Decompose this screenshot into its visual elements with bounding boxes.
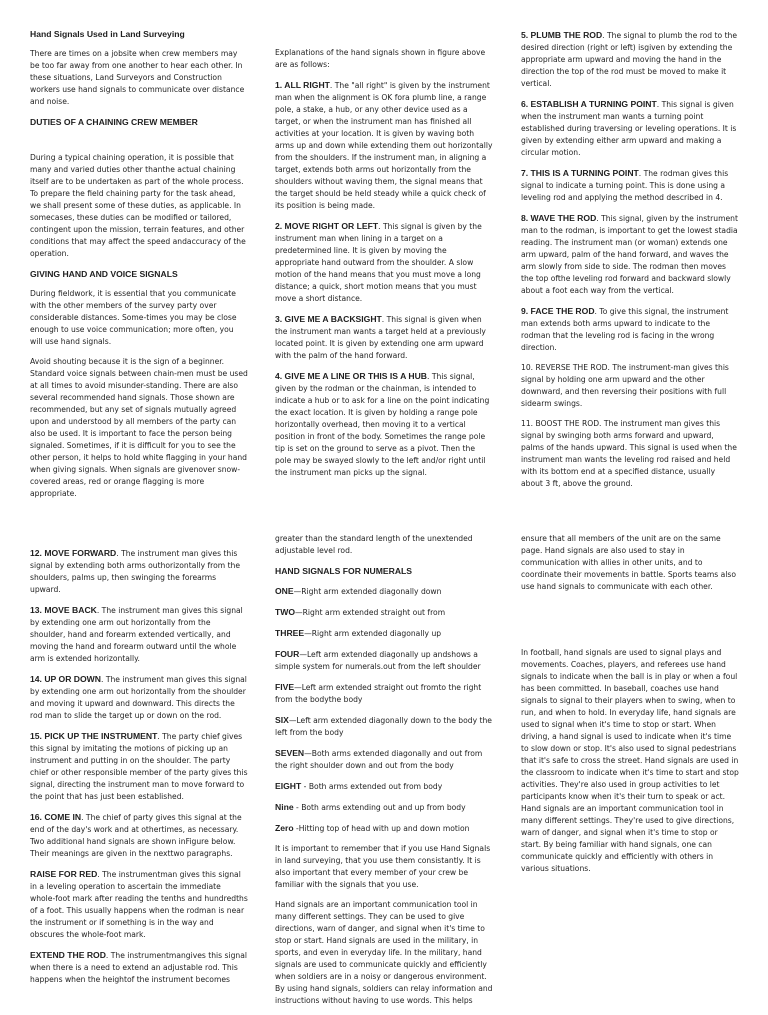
signal-item <box>521 305 739 354</box>
numeral-description: —Right arm extended diagonally up <box>304 629 442 638</box>
signal-description: . This signal is given when the instrument man wants a target held at a previously located point. It is given by extending one arm upward with the palm of the hand forward. <box>275 315 486 360</box>
numeral-item <box>275 801 493 814</box>
numerals-heading: HAND SIGNALS FOR NUMERALS <box>275 566 413 576</box>
giving-signals-heading: GIVING HAND AND VOICE SIGNALS <box>30 269 178 279</box>
signal-item <box>30 949 248 986</box>
explanations-intro: Explanations of the hand signals shown in figure above are as follows: <box>275 48 486 69</box>
duties-paragraph: During a typical chaining operation, it is possible that many and varied duties other thanthe actual chaining itself are to be undertaken as part of the whole process. To prepare the field chaining party for the task ahead, we shall present some of these duties, as applicable. In somecases, these duties can be modified or tailored, contingent upon the mission, terrain features, and other conditions that may affect the speed andaccuracy of the operation. <box>30 153 246 258</box>
signal-heading: 9. FACE THE ROD <box>521 306 595 316</box>
signal-description: . This signal is given when the instrument man wants a turning point established during traversing or leveling operations. It is given by extending either arm upward and making a circular motion. <box>521 100 737 157</box>
continued-text: greater than the standard length of the unextended adjustable level rod. <box>275 534 473 555</box>
numeral-heading: Nine <box>275 802 294 812</box>
signal-description: 11. BOOST THE ROD. The instrument man gives this signal by swinging both arms forward and upward, palms of the hands upward. This signal is used when the instrument man wants the leveling rod raised and held with its bottom end at a specified distance, usually about 3 ft, above the ground. <box>521 419 737 488</box>
numeral-heading: EIGHT <box>275 781 302 791</box>
numeral-item <box>275 747 493 772</box>
numeral-heading: TWO <box>275 607 296 617</box>
football-paragraph: In football, hand signals are used to signal plays and movements. Coaches, players, and referees use hand signals to indicate when the ball is in play or when a foul has been committed. In baseball, coaches use hand signals to signal to their players when to swing, when to run, and when to hold. In everyday life, hand signals are used to signal when it's time to stop or start. When driving, a hand signal is used to indicate when it's time to slow down or stop. It's also used to signal pedestrians that it's safe to cross the street. Hand signals are used in the classroom to indicate when it's time to start and stop activities. They're also used in group activities to let participants know when it's their turn to speak or act. Hand signals are an important communication tool in many different settings. They're used to give directions, warn of danger, and signal when it's time to stop or start. By being familiar with hand signals, one can communicate quickly and efficiently with others in various situations. <box>521 648 739 873</box>
signal-item <box>275 370 493 479</box>
signal-item <box>521 418 739 490</box>
signal-item <box>30 673 248 722</box>
numeral-item <box>275 681 493 706</box>
signal-heading: 13. MOVE BACK <box>30 605 97 615</box>
numeral-description: -Hitting top of head with up and down motion <box>293 824 470 833</box>
signal-description: . The instrument man gives this signal by extending one arm out horizontally from the shoulder and moving it upward and downward. This directs the rod man to slide the target up or down on the rod. <box>30 675 247 720</box>
signal-item <box>30 868 248 941</box>
duties-heading: DUTIES OF A CHAINING CREW MEMBER <box>30 117 198 127</box>
signal-heading: 4. GIVE ME A LINE OR THIS IS A HUB <box>275 371 427 381</box>
signal-heading: 3. GIVE ME A BACKSIGHT <box>275 314 382 324</box>
signal-heading: RAISE FOR RED <box>30 869 98 879</box>
signal-description: . This signal is given by the instrument man when lining in a target on a predetermined line. It is given by moving the appropriate hand outward from the shoulder. A slow motion of the hand means that you must move a long distance; a quick, short motion means that you must move a short distance. <box>275 222 482 303</box>
signal-description: . The instrument man gives this signal by extending one arm out horizontally from the shoulder, hand and forearm extended vertically, and moving the hand and forearm outward until the whole arm is extended horizontally. <box>30 606 243 663</box>
continued-text: ensure that all members of the unit are on the same page. Hand signals are also used to stay in communication with allies in other units, and to coordinate their movements in battle. Sports teams also use hand signals to communicate with each other. <box>521 534 737 591</box>
numeral-heading: THREE <box>275 628 305 638</box>
bottom-column-1 <box>30 547 248 994</box>
signal-description: . The chief of party gives this signal at the end of the day's work and at othertimes, as necessary. Two additional hand signals are shown inFigure below. Their meanings are given in the nexttwo paragraphs. <box>30 813 242 858</box>
numeral-description: —Left arm extended straight out fromto the right from the bodythe body <box>275 683 482 704</box>
signal-item <box>275 79 493 212</box>
signal-description: . This signal, given by the instrument man to the rodman, is important to get the lowest stadia reading. The instrument man (or woman) extends one arm upward, palm of the hand forward, and waves the arm slowly from side to side. The rodman then moves the top ofthe leveling rod forward and backward slowly about a foot each way from the vertical. <box>521 214 738 295</box>
numeral-item <box>275 627 493 640</box>
signal-description: . To give this signal, the instrument man extends both arms upward to indicate to the rodman that the leveling rod is facing in the wrong direction. <box>521 307 729 352</box>
numeral-item <box>275 822 493 835</box>
top-column-2 <box>275 47 493 487</box>
numeral-description: —Both arms extended diagonally and out from the right shoulder down and out from the body <box>275 749 483 770</box>
signal-heading: 7. THIS IS A TURNING POINT <box>521 168 639 178</box>
signal-heading: 1. ALL RIGHT <box>275 80 330 90</box>
signal-heading: 14. UP OR DOWN <box>30 674 101 684</box>
communication-paragraph: Hand signals are an important communication tool in many different settings. They can be used to give directions, warn of danger, and signal when it's time to stop or start. Hand signals are used in the military, in sports, and even in everyday life. In the military, hand signals are used to communicate quickly and efficiently when soldiers are in a noisy or dangerous environment. By using hand signals, soldiers can relay information and instructions without having to use words. This helps <box>275 900 493 1005</box>
numeral-description: —Left arm extended diagonally up andshows a simple system for numerals.out from the left shoulder <box>275 650 481 671</box>
signal-item <box>275 220 493 305</box>
numeral-item <box>275 606 493 619</box>
signal-item <box>521 212 739 297</box>
signal-description: . The instrumentman gives this signal in a leveling operation to ascertain the immediate whole-foot mark after reading the tenths and hundredths of a foot. This usually happens when the rodman is near the instrument or if something is in the way and obscures the whole-foot mark. <box>30 870 248 939</box>
signal-heading: 15. PICK UP THE INSTRUMENT <box>30 731 158 741</box>
signal-description: . The rodman gives this signal to indicate a turning point. This is done using a leveling rod and applying the method described in 4. <box>521 169 729 202</box>
signal-heading: 5. PLUMB THE ROD <box>521 30 603 40</box>
signal-description: . The "all right" is given by the instrument man when the alignment is OK fora plumb line, a range pole, a stake, a hub, or any other device used as a target, or when the instrument man has finished all activities at your location. It is given by waving both arms up and down while extending them out horizontally from the shoulders. If the instrument man, in aligning a target, extends both arms out horizontally from the shoulders without waving them, the signal means that the target should be held steady while a quick check of its position is being made. <box>275 81 493 210</box>
numeral-item <box>275 648 493 673</box>
numeral-heading: FIVE <box>275 682 295 692</box>
numeral-description: —Right arm extended diagonally down <box>293 587 442 596</box>
top-column-3 <box>521 29 739 498</box>
signal-heading: 12. MOVE FORWARD <box>30 548 117 558</box>
signal-heading: 8. WAVE THE ROD <box>521 213 597 223</box>
signal-description: . The signal to plumb the rod to the desired direction (right or left) isgiven by extending the appropriate arm upward and moving the hand in the direction the top of the rod must be moved to make it vertical. <box>521 31 738 88</box>
signal-heading: EXTEND THE ROD <box>30 950 106 960</box>
numeral-heading: SEVEN <box>275 748 305 758</box>
numeral-description: —Right arm extended straight out from <box>295 608 446 617</box>
bottom-column-3 <box>521 533 739 883</box>
numeral-description: —Left arm extended diagonally down to the body the left from the body <box>275 716 492 737</box>
numeral-description: - Both arms extending out and up from body <box>293 803 466 812</box>
signal-item <box>521 98 739 159</box>
signal-description: . The instrumentmangives this signal when there is a need to extend an adjustable rod. This happens when the heightof the instrument becomes <box>30 951 247 984</box>
numeral-heading: SIX <box>275 715 289 725</box>
document-title: Hand Signals Used in Land Surveying <box>30 29 185 39</box>
bottom-column-2 <box>275 533 493 1015</box>
signal-description: . This signal, given by the rodman or the chainman, is intended to indicate a hub or to ask for a line on the point indicating the exact location. It is given by holding a range pole horizontally overhead, then moving it to a vertical position in front of the body. Sometimes the range pole tip is set on the ground to serve as a pivot. Then the pole may be swayed slowly to the left and/or right until the instrument man picks up the signal. <box>275 372 490 477</box>
signal-item <box>30 547 248 596</box>
numeral-description: - Both arms extended out from body <box>301 782 443 791</box>
signal-description: . The party chief gives this signal by imitating the motions of picking up an instrument and putting in on the shoulder. The party chief or other responsible member of the party gives this signal, directing the instrument man to move forward to the point that has just been established. <box>30 732 248 801</box>
giving-signals-paragraph-2: Avoid shouting because it is the sign of a beginner. Standard voice signals between chain-men must be used at all times to avoid misunder-standing. There are also several recommended hand signals. Those shown are recommended, but any set of signals mutually agreed upon and understood by all members of the party can also be used. It is important to face the person being signaled. Sometimes, if it is difficult for you to see the other person, it helps to hold white flagging in your hand when giving signals. When signals are givenover snow-covered areas, red or orange flagging is more appropriate. <box>30 357 248 498</box>
signal-heading: 16. COME IN <box>30 812 82 822</box>
signal-item <box>521 362 739 410</box>
remember-paragraph: It is important to remember that if you use Hand Signals in land surveying, that you use them consistantly. It is also important that every member of your crew be familiar with the signals that you use. <box>275 844 491 889</box>
numeral-heading: Zero <box>275 823 294 833</box>
giving-signals-paragraph-1: During fieldwork, it is essential that you communicate with the other members of the survey party over considerable distances. Some-times you may be close enough to use voice communication; more often, you will use hand signals. <box>30 289 237 346</box>
intro-paragraph: There are times on a jobsite when crew members may be too far away from one another to hear each other. In these situations, Land Surveyors and Construction workers use hand signals to communicate over distance and noise. <box>30 49 245 106</box>
numeral-item <box>275 714 493 739</box>
signal-item <box>30 730 248 803</box>
numeral-item <box>275 780 493 793</box>
top-column-1 <box>30 28 248 508</box>
signal-item <box>275 313 493 362</box>
numeral-heading: ONE <box>275 586 294 596</box>
signal-heading: 2. MOVE RIGHT OR LEFT <box>275 221 379 231</box>
signal-description: . The instrument man gives this signal by extending both arms outhorizontally from the shoulders, palms up, then swinging the forearms upward. <box>30 549 241 594</box>
signal-heading: 6. ESTABLISH A TURNING POINT <box>521 99 657 109</box>
signal-item <box>521 167 739 204</box>
signal-item <box>30 811 248 860</box>
signal-item <box>30 604 248 665</box>
numeral-item <box>275 585 493 598</box>
signal-description: 10. REVERSE THE ROD. The instrument-man gives this signal by holding one arm upward and the other downward, and then reversing their positions with full sidearm swings. <box>521 363 729 408</box>
signal-item <box>521 29 739 90</box>
numeral-heading: FOUR <box>275 649 300 659</box>
